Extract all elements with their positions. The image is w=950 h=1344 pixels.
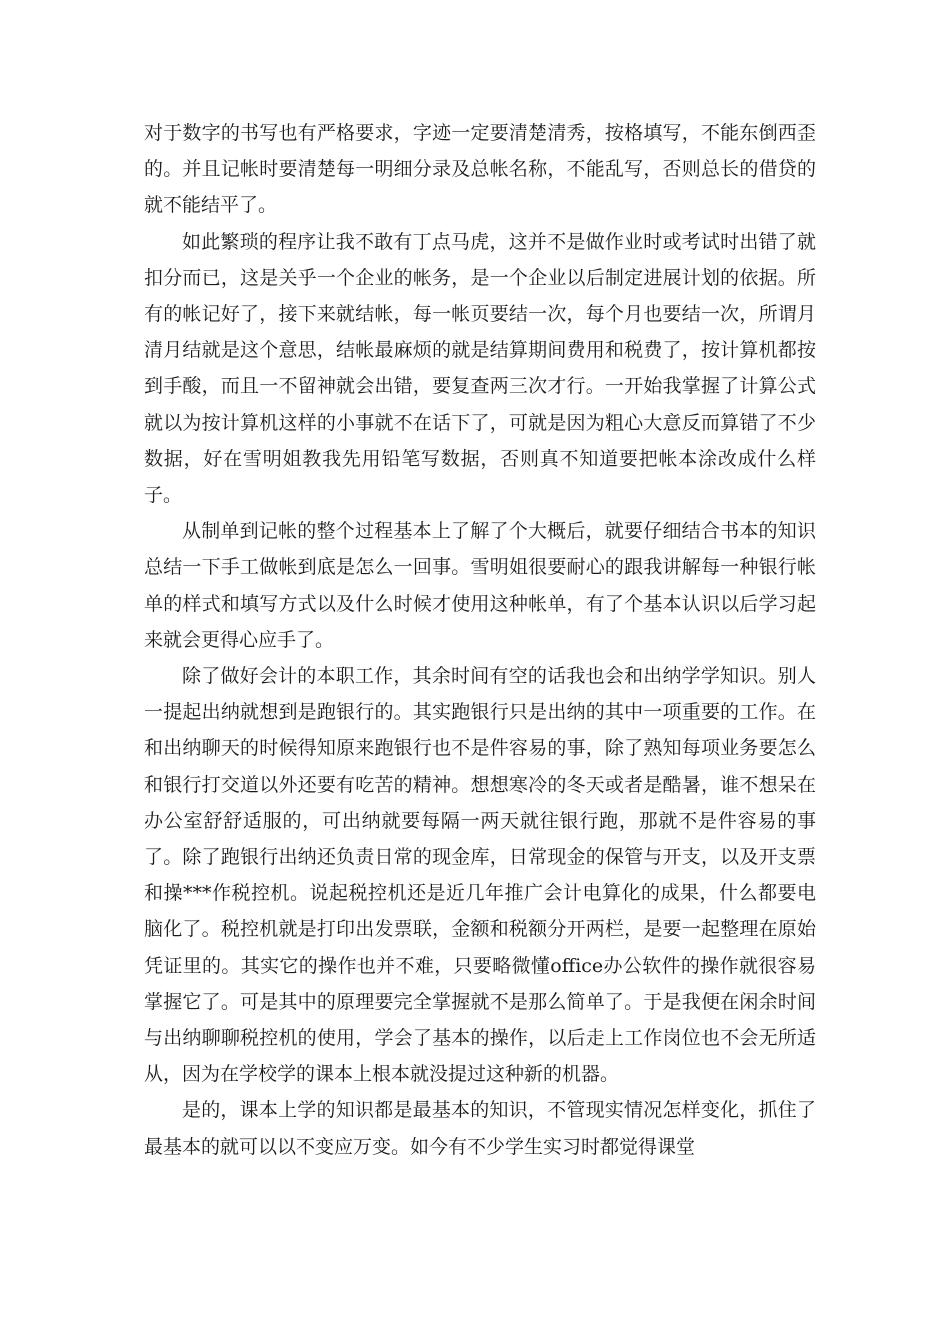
paragraph-3: 从制单到记帐的整个过程基本上了解了个大概后，就要仔细结合书本的知识总结一下手工做帐到底是怎么一回事。雪明姐很要耐心的跟我讲解每一种银行帐单的样式和填写方式以及什么时候才使用这种帐单，有了个基本认识以后学习起来就会更得心应手了。	[144, 520, 816, 651]
paragraph-4: 除了做好会计的本职工作，其余时间有空的话我也会和出纳学学知识。别人一提起出纳就想到是跑银行的。其实跑银行只是出纳的其中一项重要的工作。在和出纳聊天的时候得知原来跑银行也不是件容易的事，除了熟知每项业务要怎么和银行打交道以外还要有吃苦的精神。想想寒冷的冬天或者是酷暑，谁不想呆在办公室舒舒适服的，可出纳就要每隔一两天就往银行跑，那就不是件容易的事了。除了跑银行出纳还负责日常的现金库，日常现金的保管与开支，以及开支票和操***作税控机。说起税控机还是近几年推广会计电算化的成果，什么都要电脑化了。税控机就是打印出发票联，金额和税额分开两栏，是要一起整理在原始凭证里的。其实它的操作也并不难，只要略微懂office办公软件的操作就很容易掌握它了。可是其中的原理要完全掌握就不是那么简单了。于是我便在闲余时间与出纳聊聊税控机的使用，学会了基本的操作，以后走上工作岗位也不会无所适从，因为在学校学的课本上根本就没提过这种新的机器。	[144, 665, 816, 1086]
paragraph-5: 是的，课本上学的知识都是最基本的知识，不管现实情况怎样变化，抓住了最基本的就可以以不变应万变。如今有不少学生实习时都觉得课堂	[144, 1099, 816, 1158]
paragraph-2: 如此繁琐的程序让我不敢有丁点马虎，这并不是做作业时或考试时出错了就扣分而已，这是关乎一个企业的帐务，是一个企业以后制定进展计划的依据。所有的帐记好了，接下来就结帐，每一帐页要结一次，每个月也要结一次，所谓月清月结就是这个意思，结帐最麻烦的就是结算期间费用和税费了，按计算机都按到手酸，而且一不留神就会出错，要复查两三次才行。一开始我掌握了计算公式就以为按计算机这样的小事就不在话下了，可就是因为粗心大意反而算错了不少数据，好在雪明姐教我先用铅笔写数据，否则真不知道要把帐本涂改成什么样子。	[144, 230, 816, 507]
paragraph-1: 对于数字的书写也有严格要求，字迹一定要清楚清秀，按格填写，不能东倒西歪的。并且记帐时要清楚每一明细分录及总帐名称，不能乱写，否则总长的借贷的就不能结平了。	[144, 122, 816, 217]
body-text	[144, 115, 816, 1165]
